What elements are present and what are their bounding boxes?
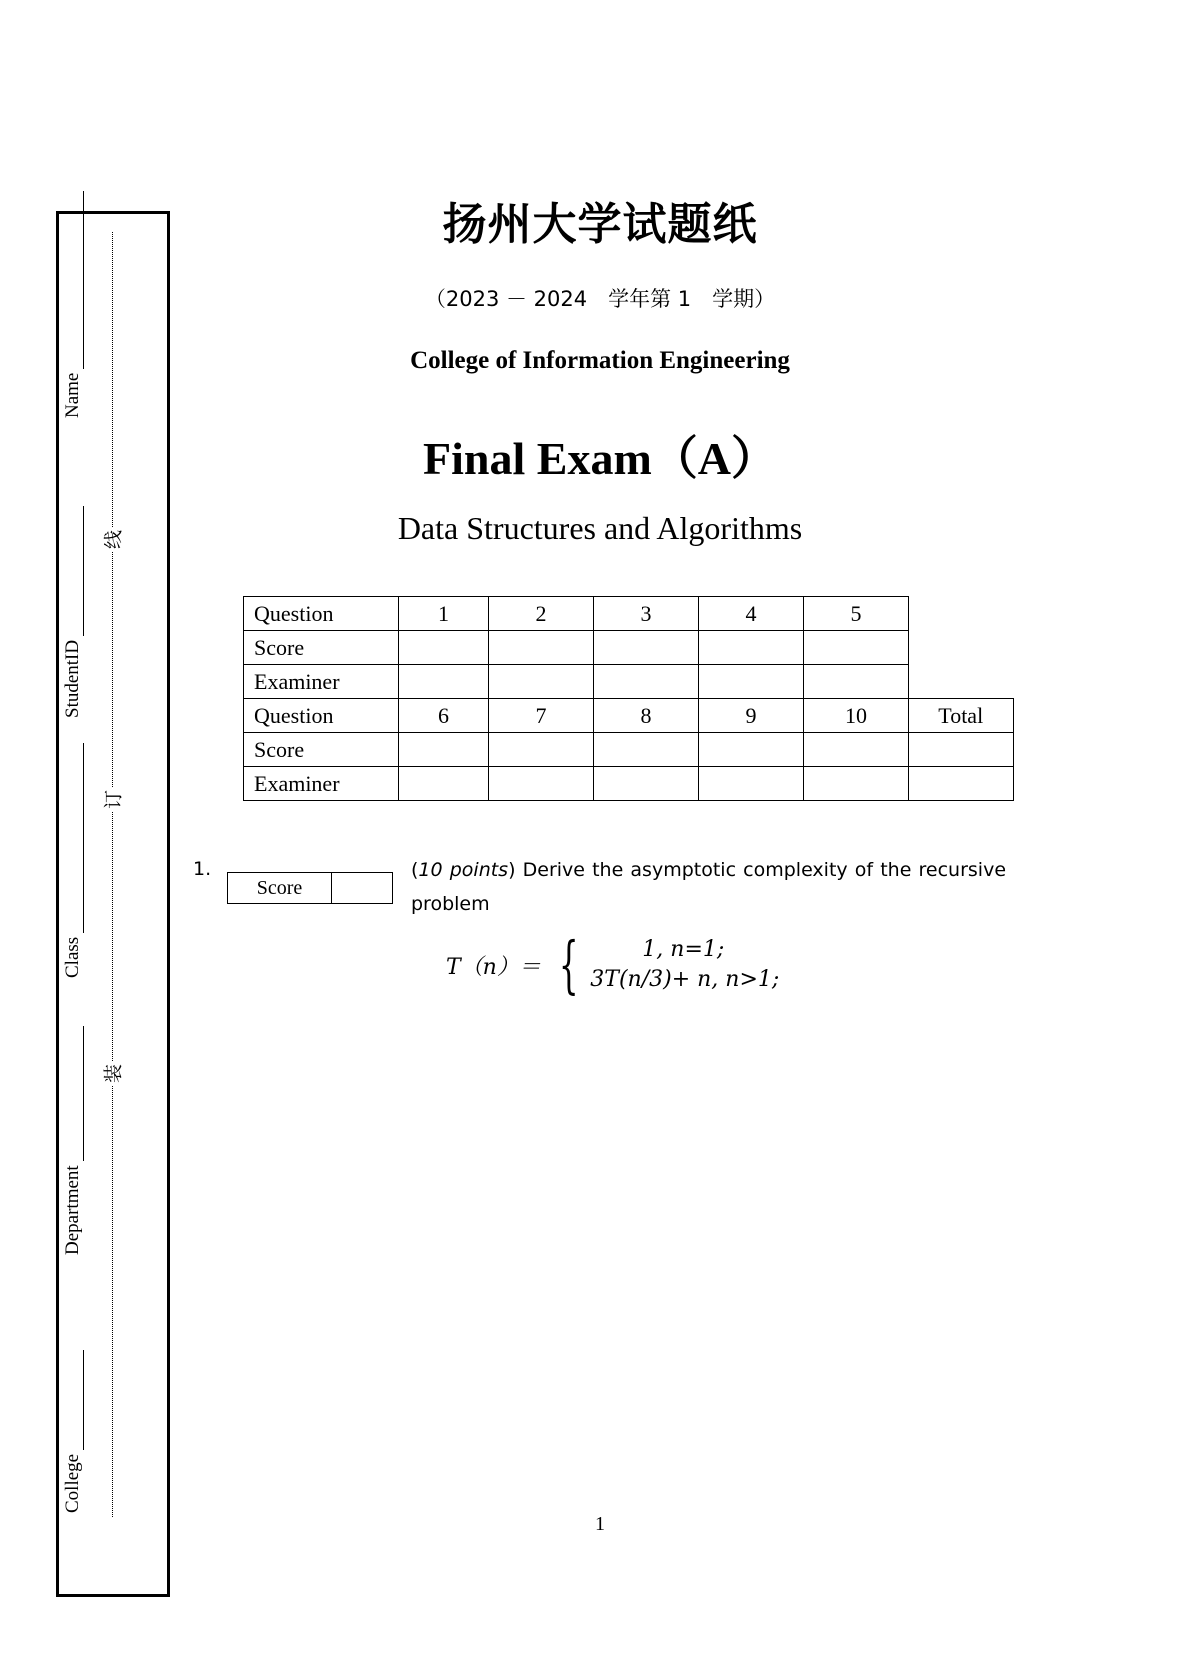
- question-number: 9: [699, 699, 804, 733]
- examiner-cell[interactable]: [489, 665, 594, 699]
- question-1-prompt: Derive the asymptotic complexity of the recursive problem: [411, 859, 1007, 915]
- row-label-question: Question: [244, 597, 399, 631]
- row-label-question: Question: [244, 699, 399, 733]
- examiner-cell[interactable]: [489, 767, 594, 801]
- row-label-score: Score: [244, 631, 399, 665]
- examiner-cell[interactable]: [399, 665, 489, 699]
- page-number: 1: [595, 1513, 605, 1535]
- examiner-cell[interactable]: [594, 767, 699, 801]
- examiner-cell[interactable]: [594, 665, 699, 699]
- college-field[interactable]: [62, 1350, 84, 1513]
- row-label-score: Score: [244, 733, 399, 767]
- recurrence-cases: [590, 935, 779, 995]
- score-table: [243, 596, 1014, 801]
- question-number: 6: [399, 699, 489, 733]
- recurrence-formula: [446, 928, 780, 1001]
- term-line: （2023 － 2024 学年第 1 学期）: [424, 287, 776, 311]
- university-title: 扬州大学试题纸: [442, 199, 758, 250]
- examiner-cell[interactable]: [804, 767, 909, 801]
- question-1-score-input[interactable]: [332, 873, 393, 904]
- recurrence-lhs: T（n）＝: [446, 954, 541, 980]
- question-number: 4: [699, 597, 804, 631]
- binding-mark-xian: 线: [99, 528, 126, 552]
- department-underline[interactable]: [65, 1026, 84, 1161]
- recurrence-case-1: 1, n=1;: [642, 937, 725, 962]
- recurrence-case-2: 3T(n/3)+ n, n>1;: [590, 967, 780, 992]
- course-title: Data Structures and Algorithms: [397, 510, 803, 546]
- score-cell[interactable]: [804, 733, 909, 767]
- exam-title: Final Exam（A）: [423, 433, 777, 484]
- row-label-examiner: Examiner: [244, 767, 399, 801]
- empty-cell: [909, 597, 1014, 631]
- score-cell[interactable]: [399, 631, 489, 665]
- row-label-examiner: Examiner: [244, 665, 399, 699]
- binding-mark-zhuang: 装: [99, 1062, 126, 1086]
- score-cell[interactable]: [594, 733, 699, 767]
- studentid-label: StudentID: [62, 639, 83, 718]
- table-row: [244, 699, 1014, 733]
- question-number: 10: [804, 699, 909, 733]
- table-row: [244, 665, 1014, 699]
- question-number: 3: [594, 597, 699, 631]
- total-score-cell[interactable]: [909, 733, 1014, 767]
- question-number: 7: [489, 699, 594, 733]
- left-brace-icon: {: [558, 928, 579, 1001]
- table-row: [244, 597, 1014, 631]
- question-number: 2: [489, 597, 594, 631]
- college-underline[interactable]: [65, 1350, 84, 1450]
- question-1-score-box: [227, 872, 393, 904]
- question-number: 1: [399, 597, 489, 631]
- college-title: College of Information Engineering: [410, 347, 790, 374]
- score-cell[interactable]: [489, 733, 594, 767]
- question-1-number: 1.: [193, 858, 212, 880]
- score-cell[interactable]: [399, 733, 489, 767]
- score-cell[interactable]: [699, 733, 804, 767]
- name-label: Name: [62, 372, 83, 418]
- question-1-score-label: Score: [228, 873, 332, 904]
- examiner-cell[interactable]: [699, 665, 804, 699]
- empty-cell: [909, 665, 1014, 699]
- question-number: 5: [804, 597, 909, 631]
- class-label: Class: [62, 936, 83, 978]
- score-cell[interactable]: [699, 631, 804, 665]
- question-1-points: 10 points: [418, 859, 509, 881]
- empty-cell: [909, 631, 1014, 665]
- examiner-cell[interactable]: [699, 767, 804, 801]
- binding-mark-ding: 订: [99, 788, 126, 812]
- examiner-cell[interactable]: [804, 665, 909, 699]
- college-label: College: [62, 1453, 83, 1513]
- score-cell[interactable]: [489, 631, 594, 665]
- table-row: [244, 733, 1014, 767]
- department-label: Department: [62, 1165, 83, 1255]
- table-row: [244, 767, 1014, 801]
- class-field[interactable]: [62, 743, 84, 978]
- table-row: [244, 631, 1014, 665]
- question-1-text: (10 points) Derive the asymptotic complexity of the recursive problem: [411, 859, 1007, 915]
- class-underline[interactable]: [65, 743, 84, 933]
- examiner-cell[interactable]: [399, 767, 489, 801]
- total-label: Total: [909, 699, 1014, 733]
- score-cell[interactable]: [804, 631, 909, 665]
- score-cell[interactable]: [594, 631, 699, 665]
- total-examiner-cell[interactable]: [909, 767, 1014, 801]
- department-field[interactable]: [62, 1026, 84, 1255]
- question-number: 8: [594, 699, 699, 733]
